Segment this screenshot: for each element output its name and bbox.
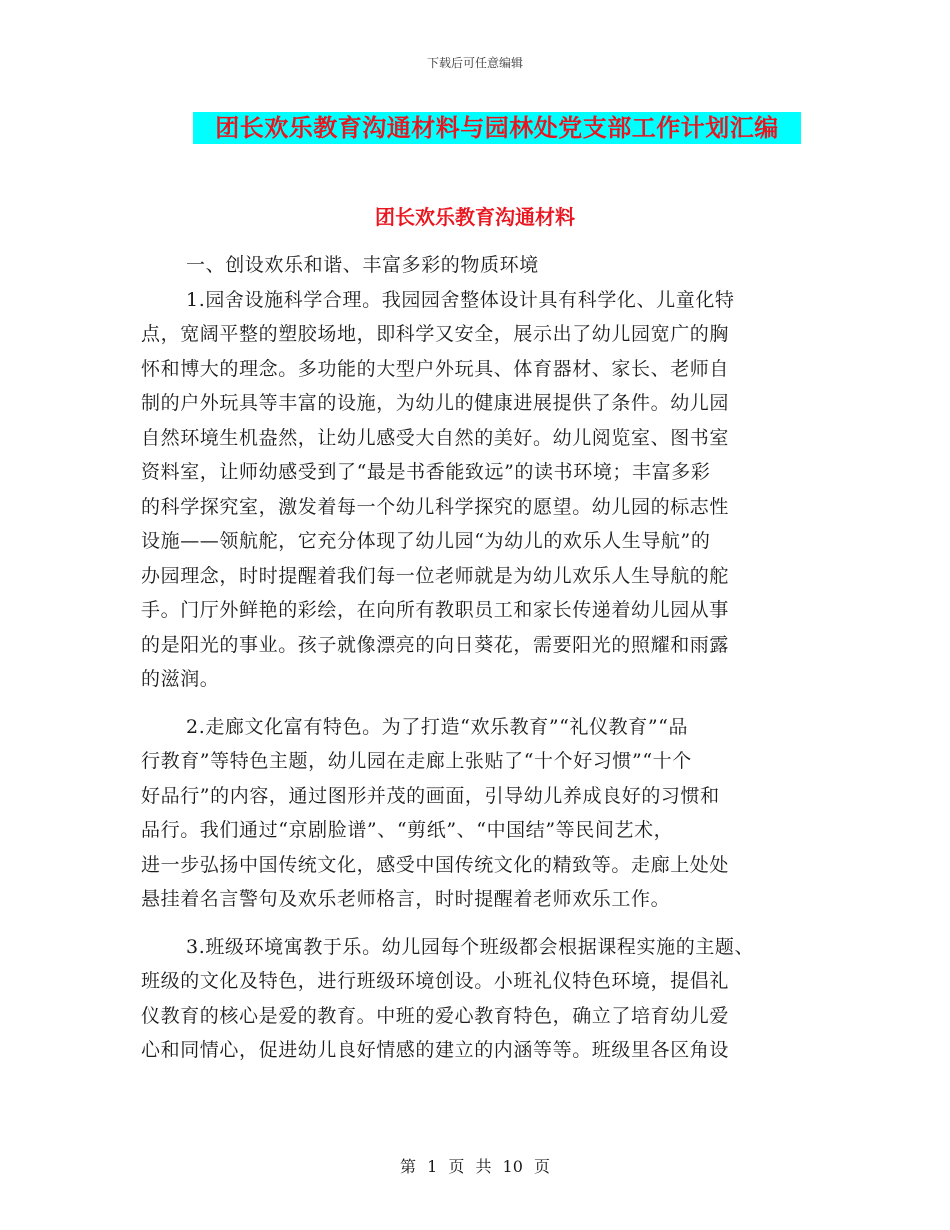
paragraph-line: 行教育”等特色主题，幼儿园在走廊上张贴了“十个好习惯”“十个 [141, 750, 692, 772]
paragraph-line: 制的户外玩具等丰富的设施，为幼儿的健康进展提供了条件。幼儿园 [141, 392, 730, 414]
page-header-note: 下载后可任意编辑 [426, 56, 523, 70]
paragraph-line: 班级的文化及特色，进行班级环境创设。小班礼仪特色环境，提倡礼 [141, 970, 730, 992]
page-footer: 第 1 页 共 10 页 [400, 1157, 550, 1176]
paragraph-line: 心和同情心，促进幼儿良好情感的建立的内涵等等。班级里各区角设 [141, 1039, 730, 1061]
document-main-title: 团长欢乐教育沟通材料与园林处党支部工作计划汇编 [193, 112, 801, 144]
document-body [141, 248, 796, 1068]
paragraph-line: 办园理念，时时提醒着我们每一位老师就是为幼儿欢乐人生导航的舵 [141, 564, 730, 587]
paragraph-line: 2.走廊文化富有特色。为了打造“欢乐教育”“礼仪教育”“品 [186, 715, 689, 738]
paragraph-line: 好品行”的内容，通过图形并茂的画面，引导幼儿养成良好的习惯和 [141, 784, 720, 807]
paragraph-line: 1.园舍设施科学合理。我园园舍整体设计具有科学化、儿童化特 [186, 288, 735, 311]
paragraph-line: 点，宽阔平整的塑胶场地，即科学又安全，展示出了幼儿园宽广的胸 [141, 323, 730, 345]
section-heading: 一、创设欢乐和谐、丰富多彩的物质环境 [186, 254, 539, 276]
paragraph-line: 怀和博大的理念。多功能的大型户外玩具、体育器材、家长、老师自 [141, 357, 730, 380]
paragraph-line: 的是阳光的事业。孩子就像漂亮的向日葵花，需要阳光的照耀和雨露 [141, 633, 730, 656]
section-title: 团长欢乐教育沟通材料 [375, 205, 575, 229]
paragraph-line: 自然环境生机盎然，让幼儿感受大自然的美好。幼儿阅览室、图书室 [141, 426, 730, 449]
paragraph-line: 的滋润。 [141, 668, 220, 690]
paragraph-line: 3.班级环境寓教于乐。幼儿园每个班级都会根据课程实施的主题、 [186, 935, 755, 958]
paragraph-line: 设施——领航舵，它充分体现了幼儿园“为幼儿的欢乐人生导航”的 [141, 530, 711, 552]
paragraph-line: 资料室，让师幼感受到了“最是书香能致远”的读书环境；丰富多彩 [141, 461, 711, 483]
paragraph-line: 仪教育的核心是爱的教育。中班的爱心教育特色，确立了培育幼儿爱 [141, 1004, 730, 1027]
paragraph-line: 品行。我们通过“京剧脸谱”、“剪纸”、“中国结”等民间艺术， [141, 819, 674, 841]
paragraph-line: 悬挂着名言警句及欢乐老师格言，时时提醒着老师欢乐工作。 [141, 888, 671, 910]
paragraph-line: 进一步弘扬中国传统文化，感受中国传统文化的精致等。走廊上处处 [141, 853, 730, 876]
paragraph-line: 手。门厅外鲜艳的彩绘，在向所有教职员工和家长传递着幼儿园从事 [141, 599, 730, 621]
paragraph-line: 的科学探究室，激发着每一个幼儿科学探究的愿望。幼儿园的标志性 [141, 495, 730, 518]
